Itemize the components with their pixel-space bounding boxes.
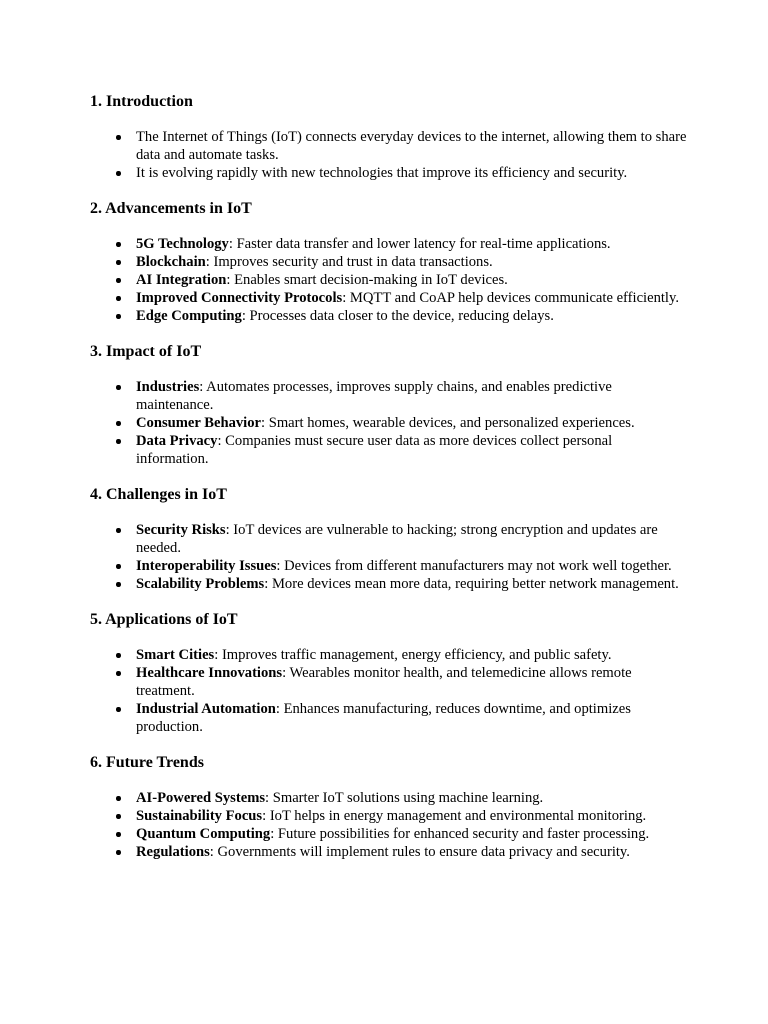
- list-item: [136, 128, 688, 164]
- item-separator: :: [228, 236, 237, 252]
- item-term: Security Risks: [136, 522, 226, 538]
- item-text: The Internet of Things (IoT) connects everyday devices to the internet, allowing them to share data and automate tasks.: [136, 129, 687, 163]
- section-6: [90, 753, 688, 861]
- item-text: Companies must secure user data as more devices collect personal information.: [136, 433, 613, 467]
- item-term: Quantum Computing: [136, 826, 271, 842]
- section-heading: 3. Impact of IoT: [90, 343, 202, 360]
- bullet-list: [90, 235, 688, 325]
- list-item: [136, 414, 688, 432]
- item-text: Automates processes, improves supply chains, and enables predictive maintenance.: [136, 379, 612, 413]
- item-term: Consumer Behavior: [136, 415, 261, 431]
- item-text: Smart homes, wearable devices, and personalized experiences.: [268, 415, 635, 431]
- section-heading: 1. Introduction: [90, 93, 193, 110]
- item-text: Wearables monitor health, and telemedicine allows remote treatment.: [136, 665, 632, 699]
- item-text: It is evolving rapidly with new technologies that improve its efficiency and security.: [136, 165, 628, 181]
- list-item: [136, 271, 688, 289]
- item-separator: :: [276, 558, 285, 574]
- item-text: Devices from different manufacturers may not work well together.: [284, 558, 672, 574]
- list-item: [136, 164, 688, 182]
- item-text: Faster data transfer and lower latency for real-time applications.: [236, 236, 611, 252]
- item-separator: :: [226, 272, 235, 288]
- list-item: [136, 253, 688, 271]
- list-item: [136, 807, 688, 825]
- item-term: Interoperability Issues: [136, 558, 277, 574]
- list-item: [136, 307, 688, 325]
- item-term: Industries: [136, 379, 200, 395]
- item-text: IoT helps in energy management and environmental monitoring.: [269, 808, 647, 824]
- item-separator: :: [275, 701, 284, 717]
- item-term: Blockchain: [136, 254, 206, 270]
- item-text: Improves traffic management, energy efficiency, and public safety.: [221, 647, 612, 663]
- item-separator: :: [214, 647, 222, 663]
- list-item: [136, 646, 688, 664]
- list-item: [136, 235, 688, 253]
- item-text: Enables smart decision-making in IoT devices.: [234, 272, 508, 288]
- item-separator: :: [217, 433, 226, 449]
- section-4: [90, 485, 688, 593]
- item-term: Scalability Problems: [136, 576, 265, 592]
- item-term: Improved Connectivity Protocols: [136, 290, 343, 306]
- section-2: [90, 199, 688, 325]
- section-heading: 4. Challenges in IoT: [90, 486, 227, 503]
- item-separator: :: [264, 576, 272, 592]
- item-term: AI Integration: [136, 272, 227, 288]
- item-text: Processes data closer to the device, reducing delays.: [249, 308, 554, 324]
- item-separator: :: [265, 790, 273, 806]
- section-5: [90, 610, 688, 736]
- bullet-list: [90, 789, 688, 861]
- bullet-list: [90, 378, 688, 468]
- item-separator: :: [262, 808, 270, 824]
- item-text: Improves security and trust in data transactions.: [213, 254, 493, 270]
- list-item: [136, 289, 688, 307]
- item-text: Smarter IoT solutions using machine learning.: [272, 790, 544, 806]
- list-item: [136, 700, 688, 736]
- item-separator: :: [225, 522, 234, 538]
- item-text: MQTT and CoAP help devices communicate efficiently.: [349, 290, 679, 306]
- bullet-list: [90, 646, 688, 736]
- item-term: Industrial Automation: [136, 701, 276, 717]
- document-body: [90, 92, 688, 861]
- item-separator: :: [205, 254, 214, 270]
- item-text: Enhances manufacturing, reduces downtime, and optimizes production.: [136, 701, 631, 735]
- item-term: Healthcare Innovations: [136, 665, 283, 681]
- item-separator: :: [199, 379, 207, 395]
- list-item: [136, 825, 688, 843]
- section-3: [90, 342, 688, 468]
- item-text: IoT devices are vulnerable to hacking; strong encryption and updates are needed.: [136, 522, 658, 556]
- item-term: Regulations: [136, 844, 210, 860]
- item-separator: :: [342, 290, 350, 306]
- item-separator: :: [270, 826, 278, 842]
- item-term: Data Privacy: [136, 433, 218, 449]
- section-heading: 5. Applications of IoT: [90, 611, 238, 628]
- item-separator: :: [261, 415, 269, 431]
- section-heading: 2. Advancements in IoT: [90, 200, 252, 217]
- list-item: [136, 378, 688, 414]
- list-item: [136, 432, 688, 468]
- list-item: [136, 521, 688, 557]
- section-1: [90, 92, 688, 182]
- list-item: [136, 789, 688, 807]
- item-term: Smart Cities: [136, 647, 215, 663]
- item-text: Governments will implement rules to ensure data privacy and security.: [217, 844, 630, 860]
- item-separator: :: [282, 665, 290, 681]
- item-term: AI-Powered Systems: [136, 790, 266, 806]
- bullet-list: [90, 521, 688, 593]
- bullet-list: [90, 128, 688, 182]
- list-item: [136, 843, 688, 861]
- item-text: More devices mean more data, requiring better network management.: [271, 576, 679, 592]
- section-heading: 6. Future Trends: [90, 754, 204, 771]
- item-separator: :: [209, 844, 218, 860]
- item-term: Sustainability Focus: [136, 808, 263, 824]
- item-term: Edge Computing: [136, 308, 242, 324]
- item-text: Future possibilities for enhanced security and faster processing.: [277, 826, 650, 842]
- item-term: 5G Technology: [136, 236, 229, 252]
- item-separator: :: [241, 308, 250, 324]
- list-item: [136, 557, 688, 575]
- list-item: [136, 575, 688, 593]
- list-item: [136, 664, 688, 700]
